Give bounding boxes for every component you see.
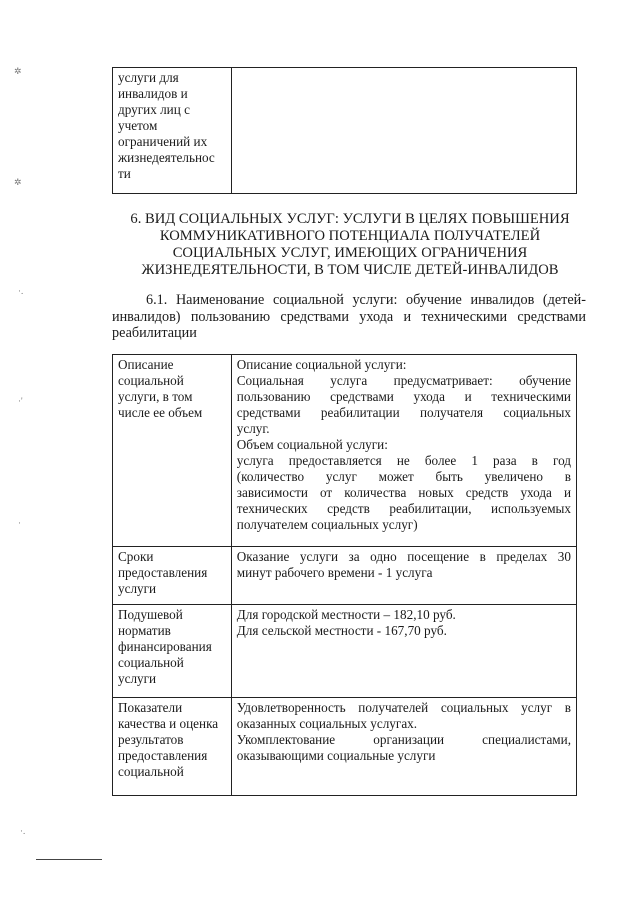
table-row — [113, 698, 577, 796]
heading-line: ЖИЗНЕДЕЯТЕЛЬНОСТИ, В ТОМ ЧИСЛЕ ДЕТЕЙ-ИНВАЛИДОВ — [141, 262, 559, 278]
continuation-right-cell — [231, 68, 576, 194]
row-label-line: Описание — [118, 357, 174, 372]
section-heading — [112, 211, 588, 279]
scan-artifact: · — [18, 518, 21, 528]
row-value-line: технических средств реабилитации, используемых — [236, 501, 571, 516]
row-label — [118, 607, 226, 687]
row-value-line: услуг. — [236, 421, 270, 436]
row-label-line: услуги — [118, 581, 157, 596]
row-value-line: зависимости от количества новых средств ухода и — [236, 485, 571, 500]
cell-text-line: жизнедеятельнос — [118, 150, 215, 165]
row-value-line: Описание социальной услуги: — [236, 357, 407, 372]
row-value — [237, 357, 571, 533]
row-label-line: Сроки — [118, 549, 154, 564]
row-value-line: Для сельской местности - 167,70 руб. — [236, 623, 447, 638]
row-label-line: услуги, в том — [118, 389, 193, 404]
row-label-line: предоставления — [118, 748, 208, 763]
row-label-line: норматив — [118, 623, 171, 638]
row-label-line: числе ее объем — [118, 405, 203, 420]
continuation-left-cell — [113, 68, 232, 194]
heading-line: 6. ВИД СОЦИАЛЬНЫХ УСЛУГ: УСЛУГИ В ЦЕЛЯХ ПОВЫШЕНИЯ — [130, 211, 570, 227]
row-label — [118, 700, 226, 780]
row-label-line: социальной — [118, 655, 184, 670]
row-value — [237, 700, 571, 764]
table-row — [113, 355, 577, 547]
row-label-line: Подушевой — [118, 607, 183, 622]
table-row — [113, 605, 577, 698]
service-name-paragraph — [112, 292, 586, 342]
row-label-line: услуги — [118, 671, 157, 686]
row-label-cell — [113, 605, 232, 698]
row-label-line: Показатели — [118, 700, 183, 715]
row-value-line: Укомплектование организации специалистами, — [236, 732, 571, 747]
row-value — [237, 607, 571, 639]
row-label-line: финансирования — [118, 639, 212, 654]
row-value-line: Объем социальной услуги: — [236, 437, 388, 452]
row-label-line: социальной — [118, 373, 184, 388]
row-value-line: минут рабочего времени - 1 услуга — [236, 565, 433, 580]
heading-line: СОЦИАЛЬНЫХ УСЛУГ, ИМЕЮЩИХ ОГРАНИЧЕНИЯ — [172, 245, 528, 261]
row-label — [118, 357, 226, 421]
scan-artifact: ·. — [20, 826, 26, 836]
cell-text-line: инвалидов и — [118, 86, 188, 101]
row-value-cell — [231, 605, 576, 698]
row-value-line: оказывающими социальные услуги — [236, 748, 436, 763]
continuation-table — [112, 67, 577, 194]
row-label-line: социальной — [118, 764, 184, 779]
row-label-line: предоставления — [118, 565, 208, 580]
row-value — [237, 549, 571, 581]
row-value-cell — [231, 547, 576, 605]
row-value-cell — [231, 355, 576, 547]
row-label-cell — [113, 698, 232, 796]
cell-text-line: услуги для — [118, 70, 179, 85]
footnote-rule — [36, 859, 102, 860]
row-value-line: Социальная услуга предусматривает: обучение — [236, 373, 571, 388]
table-row — [113, 547, 577, 605]
row-label — [118, 549, 226, 597]
row-label-line: качества и оценка — [118, 716, 219, 731]
service-name-text: 6.1. Наименование социальной услуги: обучение инвалидов (детей-инвалидов) пользованию средствами ухода и техническими средствами реабилитации — [112, 292, 586, 341]
scan-artifact: ·. — [18, 286, 24, 296]
row-value-line: получателем социальных услуг) — [236, 517, 418, 532]
row-value-line: Оказание услуги за одно посещение в пределах 30 — [236, 549, 571, 564]
scan-artifact: ·' — [18, 396, 23, 406]
row-label-line: результатов — [118, 732, 184, 747]
cell-text-line: ограничений их — [118, 134, 208, 149]
row-value-line: Удовлетворенность получателей социальных услуг в — [236, 700, 571, 715]
service-table — [112, 354, 577, 796]
scan-artifact: ✲ — [14, 177, 22, 187]
row-value-line: средствами реабилитации получателя социальных — [236, 405, 571, 420]
row-label-cell — [113, 547, 232, 605]
row-value-line: оказанных социальных услугах. — [236, 716, 418, 731]
cell-text-line: учетом — [118, 118, 158, 133]
row-value-line: пользованию средствами ухода и техническими — [236, 389, 571, 404]
row-value-line: Для городской местности – 182,10 руб. — [236, 607, 456, 622]
scan-artifact: ✲ — [14, 66, 22, 76]
row-value-line: услуга предоставляется не более 1 раза в год — [236, 453, 571, 468]
row-label-cell — [113, 355, 232, 547]
row-value-line: (количество услуг может быть увеличено в — [236, 469, 571, 484]
cell-text-line: других лиц с — [118, 102, 190, 117]
row-value-cell — [231, 698, 576, 796]
cell-text-line: ти — [118, 166, 131, 181]
continuation-left-text — [118, 70, 226, 182]
heading-line: КОММУНИКАТИВНОГО ПОТЕНЦИАЛА ПОЛУЧАТЕЛЕЙ — [159, 228, 541, 244]
